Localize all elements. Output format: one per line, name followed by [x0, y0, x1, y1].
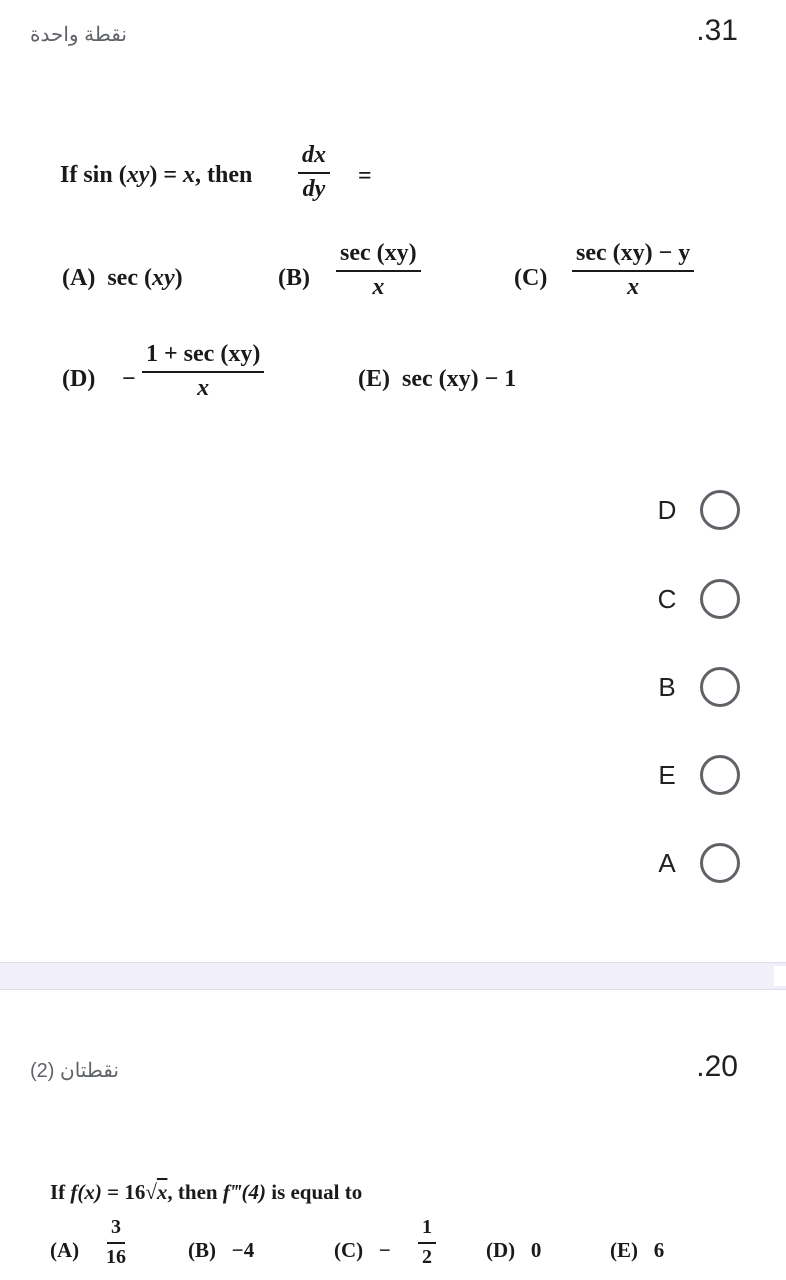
points-label: نقطتان (2) — [30, 1060, 119, 1082]
stem-fraction: $\frac{dx}{dy}$ — [298, 142, 330, 203]
radio-button[interactable] — [700, 843, 740, 883]
choice-c-fraction: $\frac{1}{2}$ — [418, 1216, 436, 1269]
choice-b-label: (B) — [278, 265, 310, 291]
stem-equals: = — [358, 163, 372, 189]
points-label: نقطة واحدة — [30, 24, 127, 46]
choice-d-label: (D) — [62, 366, 96, 392]
radio-button[interactable] — [700, 667, 740, 707]
choice-d-fraction: 1 + sec (xy) x — [142, 341, 264, 402]
radio-label: B — [658, 671, 676, 702]
radio-option-d[interactable] — [656, 490, 740, 530]
radio-option-c[interactable] — [656, 579, 740, 619]
choice-d-sign: − — [122, 366, 136, 392]
choice-e: (E) sec (xy) − 1 — [358, 366, 517, 392]
radio-button[interactable] — [700, 755, 740, 795]
card-separator — [0, 962, 786, 990]
radio-option-b[interactable] — [656, 667, 740, 707]
choice-b: (B) −4 — [188, 1238, 255, 1262]
question-stem: If sin (xy) = x, then — [60, 162, 253, 188]
radio-label: C — [657, 583, 677, 614]
choice-c-label: (C) − — [334, 1238, 391, 1262]
choice-a-label: (A) — [50, 1238, 80, 1262]
question-card-20 — [0, 990, 786, 1280]
choice-b-fraction: sec (xy) x — [336, 240, 421, 301]
radio-button[interactable] — [700, 579, 740, 619]
radio-label: E — [658, 759, 676, 790]
choice-a: (A) sec (xy) — [62, 265, 183, 291]
radio-label: D — [657, 494, 677, 525]
choice-e: (E) 6 — [610, 1238, 665, 1262]
question-number: .20 — [696, 1050, 738, 1083]
radio-button[interactable] — [700, 490, 740, 530]
choice-a-fraction: $\frac{3}{16}$ — [106, 1216, 126, 1268]
radio-option-a[interactable] — [656, 843, 740, 883]
radio-label: A — [658, 847, 676, 878]
question-stem: If f(x) = 16√x, then f‴(4) is equal to — [50, 1180, 363, 1204]
choice-c-fraction: sec (xy) − y x — [572, 240, 694, 301]
radio-option-e[interactable] — [656, 755, 740, 795]
choice-c-label: (C) — [514, 265, 548, 291]
separator-notch — [774, 966, 786, 986]
question-number: .31 — [696, 14, 738, 47]
choice-d: (D) 0 — [486, 1238, 542, 1262]
